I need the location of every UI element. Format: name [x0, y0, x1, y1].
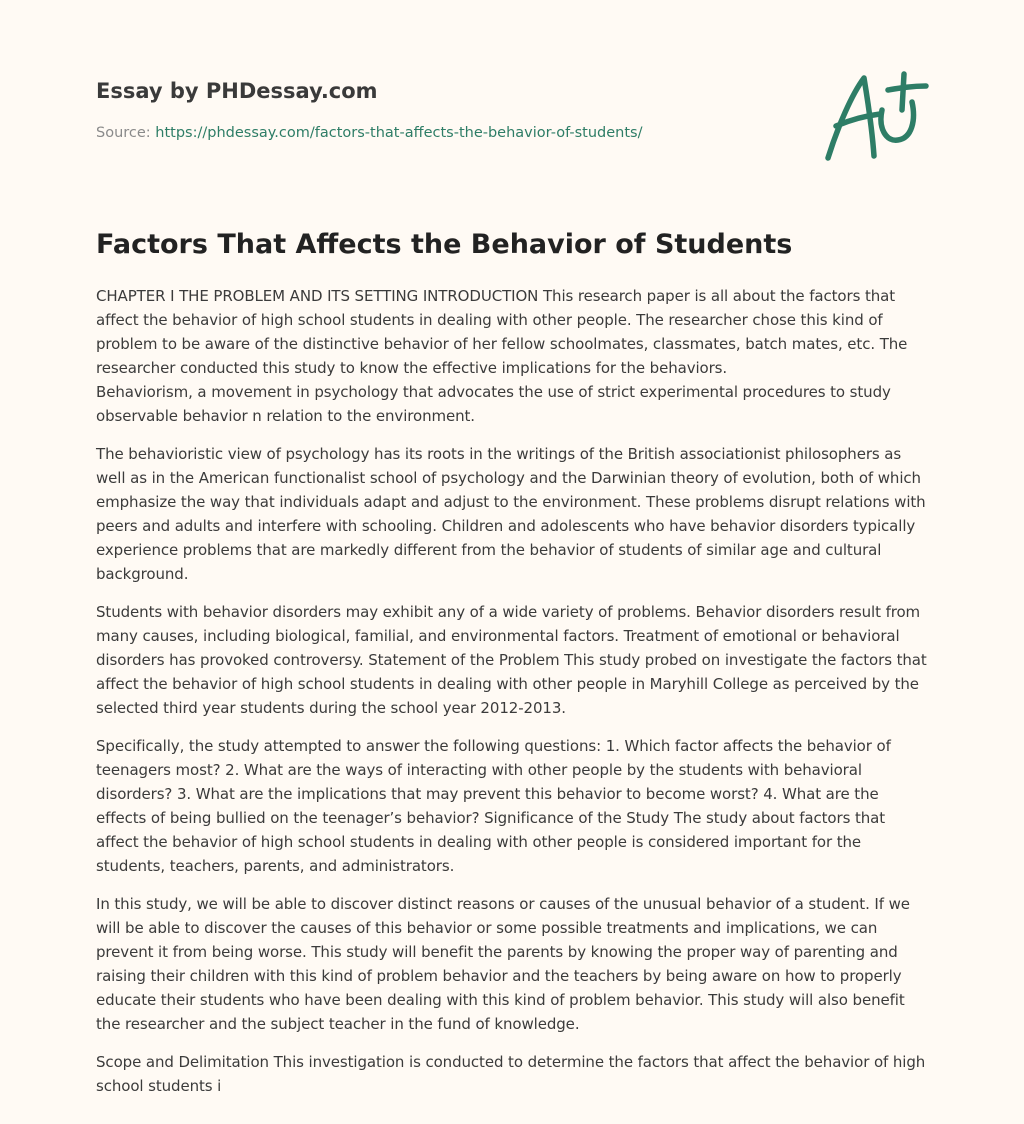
essay-title: Factors That Affects the Behavior of Students: [96, 229, 793, 260]
source-link[interactable]: https://phdessay.com/factors-that-affects-the-behavior-of-students/: [155, 125, 643, 141]
essay-page: [96, 0, 932, 1095]
page-header: [96, 0, 932, 170]
source-line: [96, 124, 642, 142]
paragraph: Scope and Delimitation This investigation is conducted to determine the factors that affect the behavior of high school students i: [96, 1053, 926, 1095]
source-label: Source:: [96, 125, 151, 141]
site-brand: Essay by PHDessay.com: [96, 79, 378, 103]
paragraph: In this study, we will be able to discover distinct reasons or causes of the unusual behavior of a student. If we will be able to discover the causes of this behavior or some possible treatments and implications, we can prevent it from being worse. This study will benefit the parents by knowing the proper way of parenting and raising their children with this kind of problem behavior and the teachers by being aware on how to properly educate their students who have been dealing with this kind of problem behavior. This study will also benefit the researcher and the subject teacher in the fund of knowledge.: [96, 895, 910, 1033]
essay-body: [96, 284, 932, 1112]
paragraph: CHAPTER I THE PROBLEM AND ITS SETTING INTRODUCTION This research paper is all about the factors that affect the behavior of high school students in dealing with other people. The researcher chose this kind of problem to be aware of the distinctive behavior of her fellow schoolmates, classmates, batch mates, etc. The researcher conducted this study to know the effective implications for the behaviors. Behaviorism, a movement in psychology that advocates the use of strict experimental procedures to study observable behavior n relation to the environment.: [96, 287, 908, 425]
paragraph: The behavioristic view of psychology has its roots in the writings of the British associationist philosophers as well as in the American functionalist school of psychology and the Darwinian theory of evolution, both of which emphasize the way that individuals adapt and adjust to the environment. These problems disrupt relations with peers and adults and interfere with schooling. Children and adolescents who have behavior disorders typically experience problems that are markedly different from the behavior of students of similar age and cultural background.: [96, 445, 926, 583]
paragraph: Specifically, the study attempted to answer the following questions: 1. Which factor affects the behavior of teenagers most? 2. What are the ways of interacting with other people by the students with behavioral disorders? 3. What are the implications that may prevent this behavior to become worst? 4. What are the effects of being bullied on the teenager’s behavior? Significance of the Study The study about factors that affect the behavior of high school students in dealing with other people is considered important for the students, teachers, parents, and administrators.: [96, 737, 891, 875]
a-plus-logo-icon: [822, 66, 930, 166]
paragraph: Students with behavior disorders may exhibit any of a wide variety of problems. Behavior disorders result from many causes, including biological, familial, and environmental factors. Treatment of emotional or behavioral disorders has provoked controversy. Statement of the Problem This study probed on investigate the factors that affect the behavior of high school students in dealing with other people in Maryhill College as perceived by the selected third year students during the school year 2012-2013.: [96, 603, 927, 717]
